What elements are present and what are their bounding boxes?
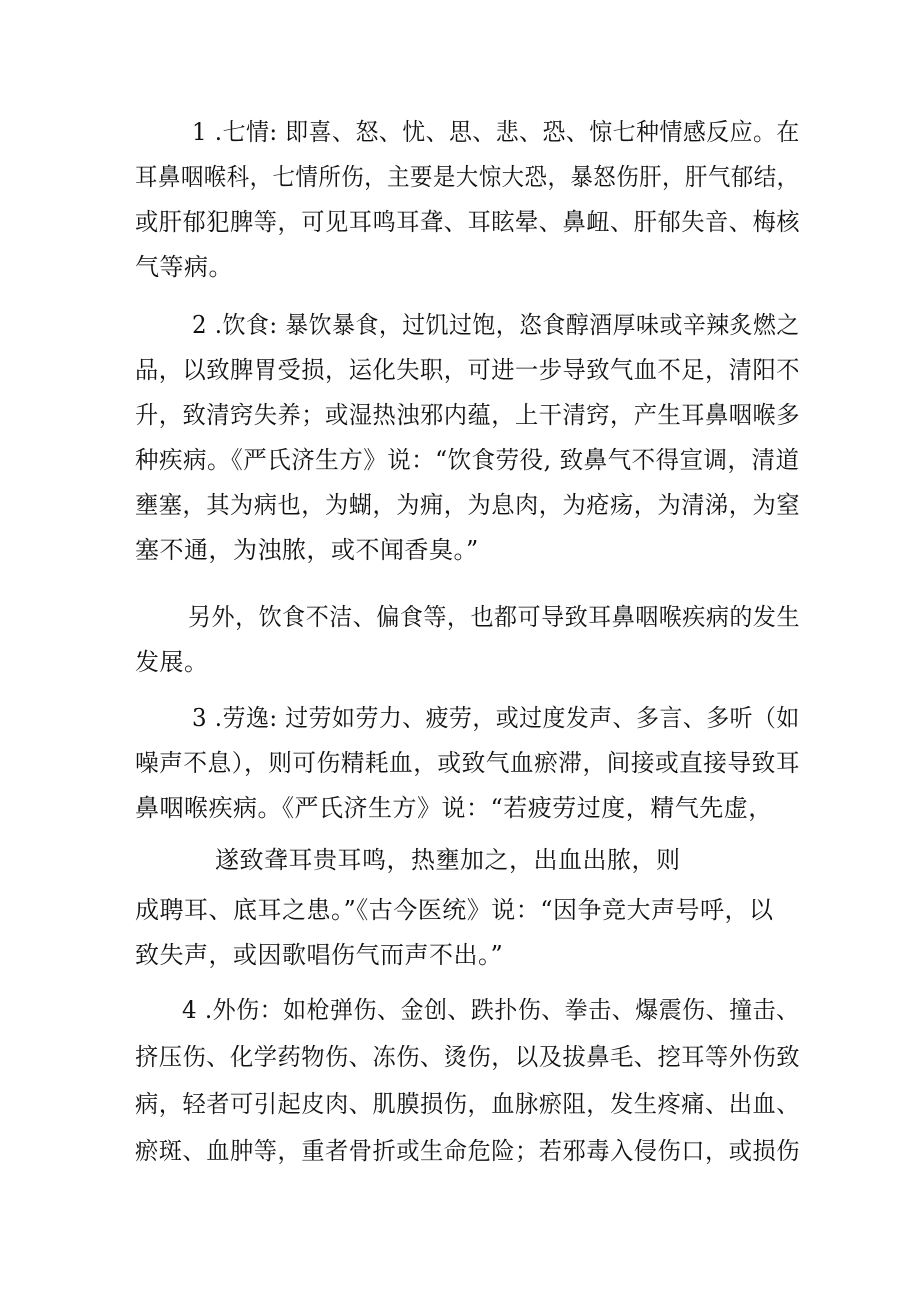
text-line: 3 .劳逸: 过劳如劳力、疲劳，或过度发声、多言、多听（如 (192, 704, 800, 732)
text-line: 4 .外伤：如枪弹伤、金创、跌扑伤、拳击、爆震伤、撞击、 (182, 996, 800, 1024)
text-line: 另外，饮食不洁、偏食等，也都可导致耳鼻咽喉疾病的发生 (188, 603, 800, 631)
text-line: 噪声不息），则可伤精耗血，或致气血瘀滞，间接或直接导致耳 (135, 749, 800, 777)
text-line: 2 .饮食: 暴饮暴食，过饥过饱，恣食醇酒厚味或辛辣炙燃之 (192, 311, 800, 339)
text-line: 耳鼻咽喉科，七情所伤，主要是大惊大恐，暴怒伤肝，肝气郁结， (135, 163, 800, 191)
text-line: 挤压伤、化学药物伤、冻伤、烫伤，以及拔鼻毛、挖耳等外伤致 (135, 1043, 800, 1071)
text-line: 品，以致脾胃受损，运化失职，可进一步导致气血不足，清阳不 (135, 356, 800, 384)
text-line: 瘀斑、血肿等，重者骨折或生命危险；若邪毒入侵伤口，或损伤 (135, 1137, 800, 1165)
text-line: 或肝郁犯脾等，可见耳鸣耳聋、耳眩晕、鼻衄、肝郁失音、梅核 (135, 208, 800, 236)
text-line: 遂致聋耳贵耳鸣，热壅加之，出血出脓，则 (215, 846, 681, 874)
text-line: 气等病。 (135, 253, 233, 281)
text-line: 升，致清窍失养；或湿热浊邪内蕴，上干清窍，产生耳鼻咽喉多 (135, 401, 800, 429)
text-line: 致失声，或因歌唱伤气而声不出。” (135, 941, 504, 969)
text-line: 成聘耳、底耳之患。”《古今医统》说：“因争竞大声号呼，以 (135, 896, 774, 924)
text-line: 塞不通，为浊脓，或不闻香臭。” (135, 536, 479, 564)
text-line: 发展。 (135, 648, 209, 676)
text-line: 1 .七情: 即喜、怒、忧、思、悲、恐、惊七种情感反应。在 (192, 118, 800, 146)
text-line: 病，轻者可引起皮肉、肌膜损伤，血脉瘀阻，发生疼痛、出血、 (135, 1090, 800, 1118)
text-line: 种疾病。《严氏济生方》说：“饮食劳役, 致鼻气不得宣调，清道 (135, 446, 800, 474)
text-line: 壅塞，其为病也，为蝴，为痈，为息肉，为疮疡，为清涕，为窒 (135, 491, 800, 519)
text-line: 鼻咽喉疾病。《严氏济生方》说：“若疲劳过度，精气先虚， (135, 794, 773, 822)
